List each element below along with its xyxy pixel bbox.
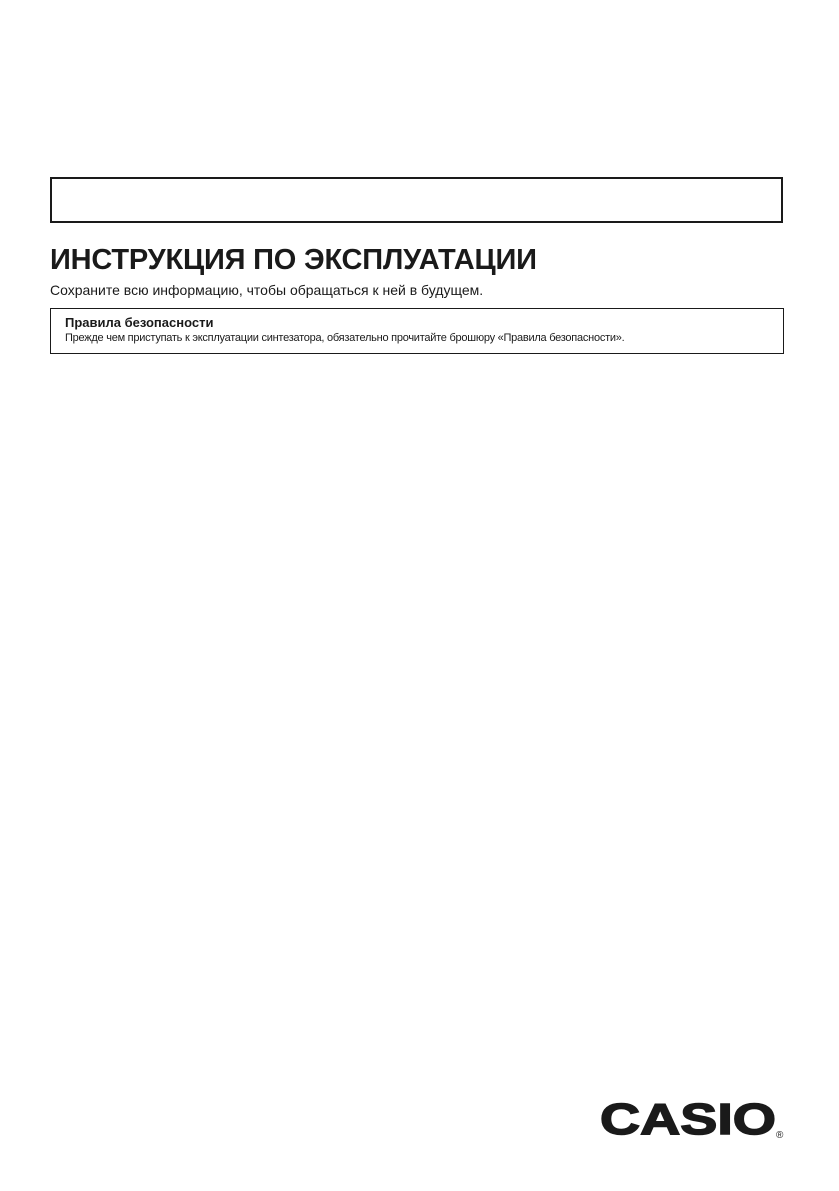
casio-logo-wordmark: CASIO: [600, 1098, 776, 1142]
safety-notice-title: Правила безопасности: [65, 315, 214, 330]
safety-notice-text: Прежде чем приступать к эксплуатации синтезатора, обязательно прочитайте брошюру «Правила безопасности».: [65, 332, 625, 344]
page-subtitle: Сохраните всю информацию, чтобы обращаться к ней в будущем.: [50, 282, 484, 298]
model-name-box: [50, 177, 783, 223]
registered-trademark-mark: ®: [776, 1130, 784, 1141]
page-title: ИНСТРУКЦИЯ ПО ЭКСПЛУАТАЦИИ: [50, 244, 537, 276]
casio-logo: [598, 1098, 788, 1142]
safety-notice-box: [50, 308, 784, 354]
